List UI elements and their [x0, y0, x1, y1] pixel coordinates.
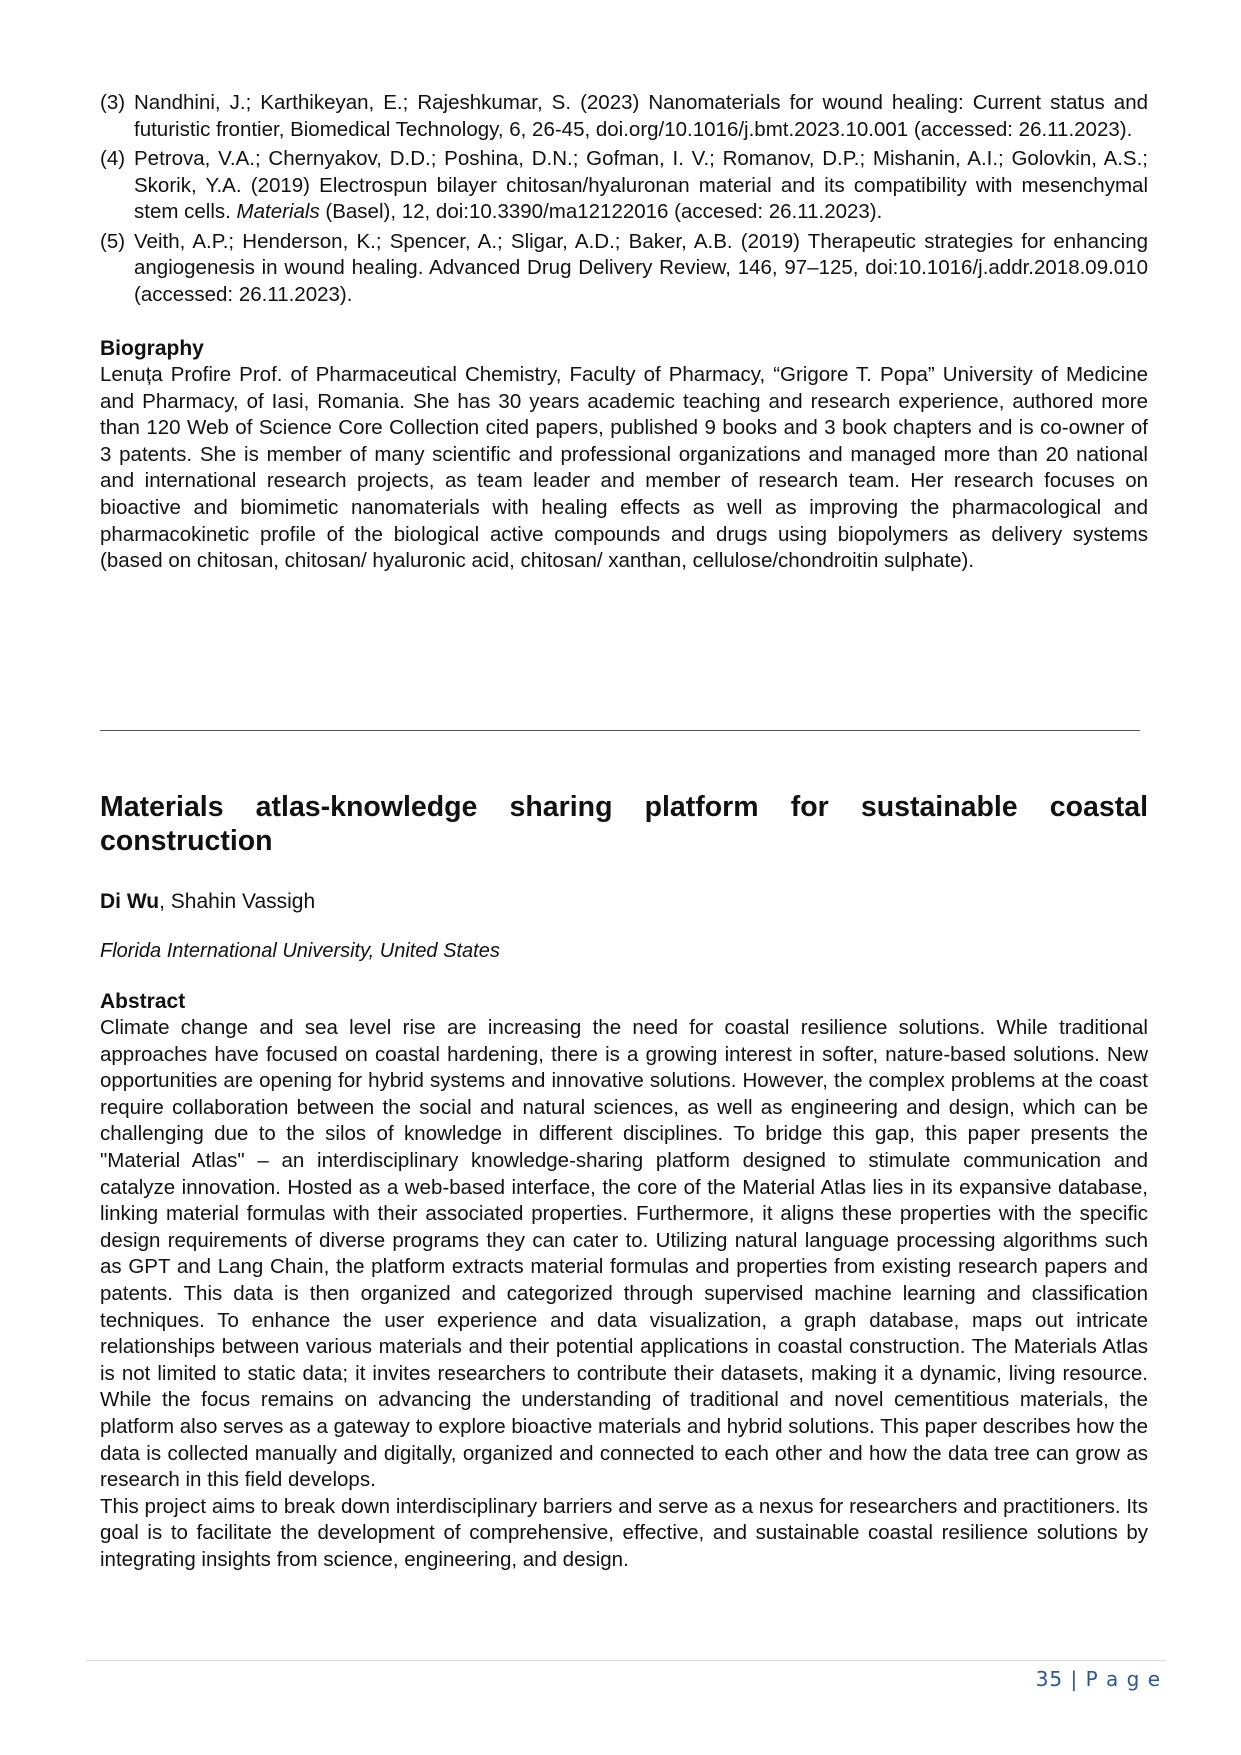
- page-content: [100, 90, 1148, 1571]
- author-affiliation: Florida International University, United States: [100, 940, 500, 962]
- reference-number: (4): [100, 147, 126, 170]
- reference-text-part: (Basel), 12, doi:10.3390/ma12122016 (accesed: 26.11.2023).: [319, 200, 883, 223]
- reference-number: (5): [100, 229, 126, 253]
- paper-abstract-block: [100, 790, 1148, 1573]
- abstract-heading: Abstract: [100, 990, 186, 1013]
- abstract-paragraph: This project aims to break down interdisciplinary barriers and serve as a nexus for researchers and practitioners. Its goal is to facilitate the development of comprehensive, effective, and sustainable coastal resilience solutions by integrating insights from science, engineering, and design.: [100, 1494, 1148, 1571]
- reference-item: [100, 90, 1148, 143]
- reference-text: [134, 146, 1148, 226]
- paper-authors: [100, 888, 1148, 915]
- reference-item: [100, 229, 1148, 309]
- reference-text: Nandhini, J.; Karthikeyan, E.; Rajeshkumar, S. (2023) Nanomaterials for wound healing: Current status and futuristic frontier, Biomedical Technology, 6, 26-45, doi.org/10.1016/j.bmt.2023.10.001 (accessed: 26.11.2023).: [134, 91, 1148, 141]
- biography-heading: Biography: [100, 337, 204, 360]
- reference-text: Veith, A.P.; Henderson, K.; Spencer, A.; Sligar, A.D.; Baker, A.B. (2019) Therapeutic strategies for enhancing angiogenesis in wound healing. Advanced Drug Delivery Review, 146, 97–125, doi:10.1016/j.addr.2018.09.010 (accessed: 26.11.2023).: [134, 229, 1148, 306]
- paper-title: Materials atlas-knowledge sharing platform for sustainable coastal construction: [100, 791, 1148, 857]
- biography-text: Lenuța Profire Prof. of Pharmaceutical Chemistry, Faculty of Pharmacy, “Grigore T. Popa” University of Medicine and Pharmacy, of Iasi, Romania. She has 30 years academic teaching and research experience, authored more than 120 Web of Science Core Collection cited papers, published 9 books and 3 book chapters and is co-owner of 3 patents. She is member of many scientific and professional organizations and managed more than 20 national and international research projects, as team leader and member of research team. Her research focuses on bioactive and biomimetic nanomaterials with healing effects as well as improving the pharmacological and pharmacokinetic profile of the biological active compounds and drugs using biopolymers as delivery systems (based on chitosan, chitosan/ hyaluronic acid, chitosan/ xanthan, cellulose/chondroitin sulphate).: [100, 363, 1148, 573]
- presenting-author: Di Wu: [100, 890, 160, 913]
- footer-rule: [86, 1660, 1166, 1661]
- reference-item: [100, 146, 1148, 226]
- reference-list: [100, 90, 1148, 308]
- page-number: 35 | P a g e: [1035, 1667, 1161, 1691]
- section-divider: [100, 730, 1140, 731]
- co-authors: , Shahin Vassigh: [159, 890, 316, 913]
- journal-name: Materials: [236, 200, 320, 223]
- reference-number: (3): [100, 91, 126, 114]
- abstract-paragraph: Climate change and sea level rise are increasing the need for coastal resilience solutions. While traditional approaches have focused on coastal hardening, there is a growing interest in softer, nature-based solutions. New opportunities are opening for hybrid systems and innovative solutions. However, the complex problems at the coast require collaboration between the social and natural sciences, as well as engineering and design, which can be challenging due to the silos of knowledge in different disciplines. To bridge this gap, this paper presents the "Material Atlas" – an interdisciplinary knowledge-sharing platform designed to stimulate communication and catalyze innovation. Hosted as a web-based interface, the core of the Material Atlas lies in its expansive database, linking material formulas with their associated properties. Furthermore, it aligns these properties with the specific design requirements of diverse programs they can cater to. Utilizing natural language processing algorithms such as GPT and Lang Chain, the platform extracts material formulas and properties from existing research papers and patents. This data is then organized and categorized through supervised machine learning and classification techniques. To enhance the user experience and data visualization, a graph database, maps out intricate relationships between various materials and their potential applications in coastal construction. The Materials Atlas is not limited to static data; it invites researchers to contribute their datasets, making it a dynamic, living resource. While the focus remains on advancing the understanding of traditional and novel cementitious materials, the platform also serves as a gateway to explore bioactive materials and hybrid solutions. This paper describes how the data is collected manually and digitally, organized and connected to each other and how the data tree can grow as research in this field develops.: [100, 1016, 1148, 1492]
- reference-text-part: Petrova, V.A.; Chernyakov, D.D.; Poshina, D.N.; Gofman, I. V.; Romanov, D.P.; Mishanin, A.I.; Golovkin, A.S.; Skorik, Y.A. (2019) Electrospun bilayer chitosan/hyaluronan material and its compatibility with mesenchymal stem cells.: [134, 147, 1148, 223]
